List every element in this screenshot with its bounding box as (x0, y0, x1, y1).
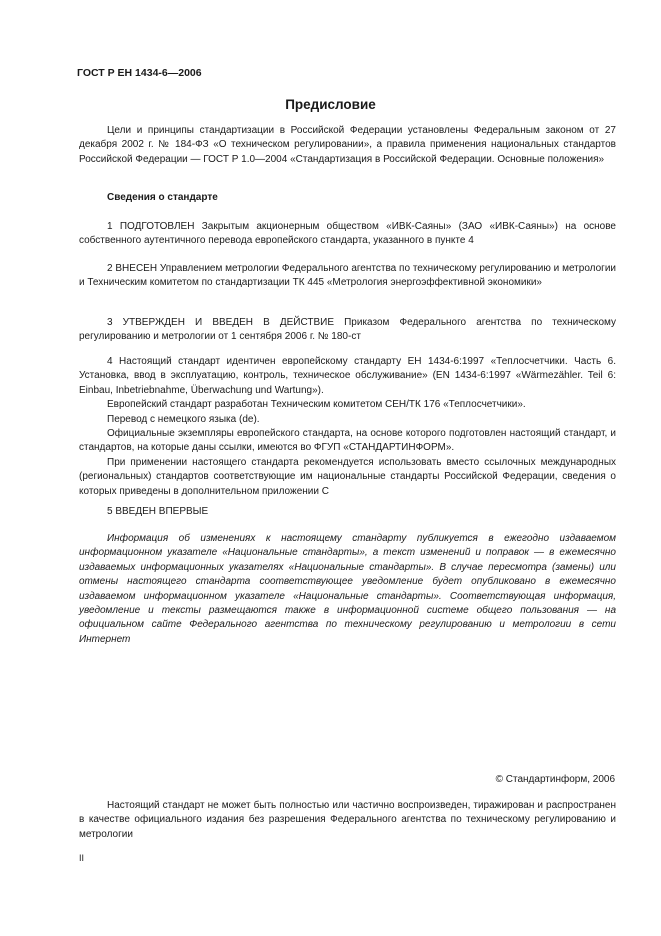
item-1 (79, 220, 616, 249)
item-5-text: 5 ВВЕДЕН ВПЕРВЫЕ (107, 506, 209, 517)
item-1-text: 1 ПОДГОТОВЛЕН Закрытым акционерным обществом «ИВК-Саяны» (ЗАО «ИВК-Саяны») на основе собственного аутентичного перевода европейского стандарта, указанного в пункте 4 (79, 221, 616, 247)
item-4-translation: Перевод с немецкого языка (de). (107, 413, 260, 425)
item-4-identity: 4 Настоящий стандарт идентичен европейскому стандарту ЕН 1434-6:1997 «Теплосчетчики. Часть 6. Установка, ввод в эксплуатацию, контроль, техническое обслуживание» (EN 1434-6:1997 «Wärmezähler. Teil 6: Einbau, Inbetriebnahme, Überwachung und Wartung»). (79, 356, 616, 396)
intro-text: Цели и принципы стандартизации в Российской Федерации установлены Федеральным законом от 27 декабря 2002 г. № 184-ФЗ «О техническом регулировании», а правила применения национальных стандартов Российской Федерации — ГОСТ Р 1.0—2004 «Стандартизация в Российской Федерации. Основные положения» (79, 125, 616, 165)
item-4-application: При применении настоящего стандарта рекомендуется использовать вместо ссылочных международных (региональных) стандартов соответствующие им национальные стандарты Российской Федерации, сведения о которых приведены в дополнительном приложении С (79, 456, 616, 497)
item-3-text: 3 УТВЕРЖДЕН И ВВЕДЕН В ДЕЙСТВИЕ Приказом Федерального агентства по техническому регулированию и метрологии от 1 сентября 2006 г. № 180-ст (79, 317, 616, 343)
page-number: II (79, 853, 85, 863)
reproduction-notice-text: Настоящий стандарт не может быть полностью или частично воспроизведен, тиражирован и распространен в качестве официального издания без разрешения Федерального агентства по техническому регулированию и метрологии (79, 800, 616, 840)
item-4-committee: Европейский стандарт разработан Техническим комитетом СЕН/ТК 176 «Теплосчетчики». (107, 399, 526, 411)
page-title: Предисловие (285, 97, 376, 112)
copyright-line: © Стандартинформ, 2006 (495, 774, 615, 785)
standard-code-header: ГОСТ Р ЕН 1434-6—2006 (77, 67, 202, 79)
changes-notice (79, 532, 616, 647)
reproduction-notice (79, 799, 616, 842)
section-subheading: Сведения о стандарте (107, 192, 218, 203)
item-3 (79, 316, 616, 345)
item-2-text: 2 ВНЕСЕН Управлением метрологии Федерального агентства по техническому регулированию и метрологии и Техническим комитетом по стандартизации ТК 445 «Метрология энергоэффективной экономики» (79, 263, 616, 289)
item-2 (79, 262, 616, 291)
item-4-copies: Официальные экземпляры европейского стандарта, на основе которого подготовлен настоящий стандарт, и стандартов, на которые даны ссылки, имеются во ФГУП «СТАНДАРТИНФОРМ». (79, 428, 616, 454)
item-5 (79, 505, 616, 519)
item-4 (79, 355, 616, 499)
intro-paragraph (79, 124, 616, 167)
changes-notice-text: Информация об изменениях к настоящему стандарту публикуется в ежегодно издаваемом информационном указателе «Национальные стандарты», а текст изменений и поправок — в ежемесячно издаваемых информационных указателях «Национальные стандарты». В случае пересмотра (замены) или отмены настоящего стандарта соответствующее уведомление будет опубликовано в ежемесячно издаваемом информационном указателе «Национальные стандарты». Соответствующая информация, уведомление и тексты размещаются также в информационной системе общего пользования — на официальном сайте Федерального агентства по техническому регулированию и метрологии в сети Интернет (79, 533, 616, 645)
